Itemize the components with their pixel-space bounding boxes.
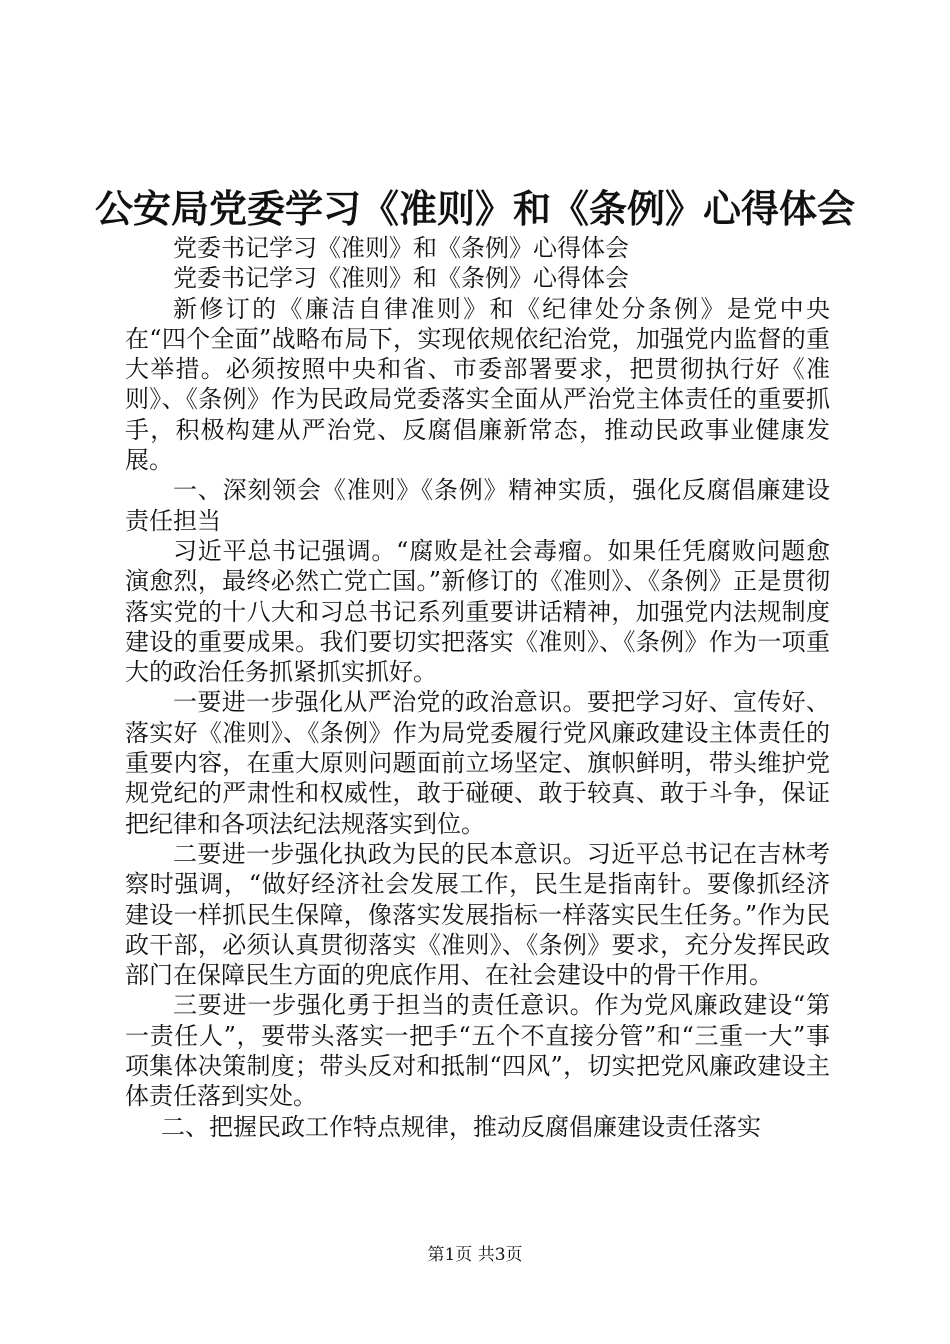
body-paragraph: 一要进一步强化从严治党的政治意识。要把学习好、宣传好、落实好《准则》、《条例》作为局党委履行党风廉政建设主体责任的重要内容，在重大原则问题面前立场坚定、旗帜鲜明，带头维护党规党纪的严肃性和权威性，敢于碰硬、敢于较真、敢于斗争，保证把纪律和各项法纪法规落实到位。 xyxy=(125,688,830,838)
section-heading: 二、把握民政工作特点规律，推动反腐倡廉建设责任落实 xyxy=(161,1112,761,1141)
body-paragraph: 二要进一步强化执政为民的民本意识。习近平总书记在吉林考察时强调，“做好经济社会发展工作，民生是指南针。要像抓经济建设一样抓民生保障，像落实发展指标一样落实民生任务。”作为民政干部，必须认真贯彻落实《准则》、《条例》要求，充分发挥民政部门在保障民生方面的兜底作用、在社会建设中的骨干作用。 xyxy=(125,839,830,990)
body-paragraph: 习近平总书记强调。“腐败是社会毒瘤。如果任凭腐败问题愈演愈烈，最终必然亡党亡国。”新修订的《准则》、《条例》正是贯彻落实党的十八大和习总书记系列重要讲话精神，加强党内法规制度建设的重要成果。我们要切实把落实《准则》、《条例》作为一项重大的政治任务抓紧抓实抓好。 xyxy=(125,536,830,687)
body-paragraph: 新修订的《廉洁自律准则》和《纪律处分条例》是党中央在“四个全面”战略布局下，实现依规依纪治党，加强党内监督的重大举措。必须按照中央和省、市委部署要求，把贯彻执行好《准则》、《条例》作为民政局党委落实全面从严治党主体责任的重要抓手，积极构建从严治党、反腐倡廉新常态，推动民政事业健康发展。 xyxy=(125,294,830,475)
subtitle-line: 党委书记学习《准则》和《条例》心得体会 xyxy=(173,234,629,262)
page-number: 第1页 共3页 xyxy=(427,1245,523,1265)
document-title: 公安局党委学习《准则》和《条例》心得体会 xyxy=(94,187,855,231)
subtitle-line: 党委书记学习《准则》和《条例》心得体会 xyxy=(173,264,629,293)
section-heading: 一、深刻领会《准则》《条例》精神实质，强化反腐倡廉建设责任担当 xyxy=(125,476,830,535)
body-paragraph: 三要进一步强化勇于担当的责任意识。作为党风廉政建设“第一责任人”，要带头落实一把手“五个不直接分管”和“三重一大”事项集体决策制度；带头反对和抵制“四风”，切实把党风廉政建设主体责任落到实处。 xyxy=(125,991,830,1111)
document-body xyxy=(125,233,830,1142)
